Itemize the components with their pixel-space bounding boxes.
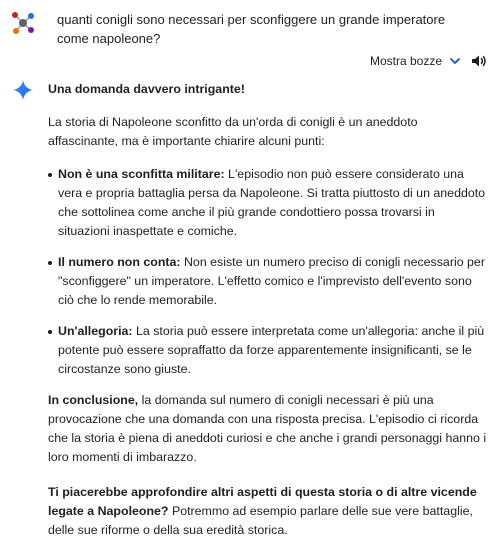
point-text: Non esiste un numero preciso di conigli necessario per "sconfiggere" un imperatore. L'effetto comico e l'imprevisto dell'evento sono ciò che lo rende memorabile. xyxy=(58,255,485,307)
point-title: Il numero non conta: xyxy=(58,255,181,269)
conclusion-title: In conclusione, xyxy=(48,393,139,407)
user-query-text: quanti conigli sono necessari per sconfiggere un grande imperatore come napoleone? xyxy=(57,12,446,46)
chevron-down-icon xyxy=(448,54,462,68)
gemini-sparkle-icon xyxy=(12,79,34,101)
read-aloud-button[interactable] xyxy=(470,52,488,70)
model-response xyxy=(48,80,488,540)
user-avatar xyxy=(10,10,36,36)
list-item xyxy=(48,165,488,241)
point-text: La storia può essere interpretata come un'allegoria: anche il più potente può essere sopraffatto da forze apparentemente insignificanti, se le circostanze sono giuste. xyxy=(58,324,485,376)
followup-title: Ti piacerebbe approfondire altri aspetti di questa storia o di altre vicende legate a Napoleone? xyxy=(48,485,477,518)
response-heading: Una domanda davvero intrigante! xyxy=(48,82,245,96)
avatar-icon xyxy=(10,10,36,36)
point-title: Non è una sconfitta militare: xyxy=(58,167,225,181)
point-text: L'episodio non può essere considerato una vera e propria battaglia persa da Napoleone. Si tratta piuttosto di un aneddoto che sottolinea come anche il più grande condottiero possa trovarsi in situazioni inaspettate e comiche. xyxy=(58,167,486,238)
response-conclusion xyxy=(48,391,488,467)
list-item xyxy=(48,253,488,310)
show-drafts-label: Mostra bozze xyxy=(370,54,443,68)
show-drafts-button[interactable] xyxy=(370,52,462,70)
point-title: Un'allegoria: xyxy=(58,324,133,338)
conclusion-text: la domanda sul numero di conigli necessari è più una provocazione che una domanda con una risposta precisa. L'episodio ci ricorda che la storia è piena di aneddoti curiosi e che anche i grandi personaggi hanno i loro momenti di imbarazzo. xyxy=(48,393,487,464)
response-intro: La storia di Napoleone sconfitto da un'orda di conigli è un aneddoto affascinante, ma è importante chiarire alcuni punti: xyxy=(48,115,418,148)
response-points-list xyxy=(48,165,488,379)
response-followup xyxy=(48,483,488,540)
list-item xyxy=(48,322,488,379)
speaker-icon xyxy=(470,52,488,70)
followup-text: Potremmo ad esempio parlare delle sue vere battaglie, delle sue riforme o della sua eredità storica. xyxy=(48,504,473,537)
